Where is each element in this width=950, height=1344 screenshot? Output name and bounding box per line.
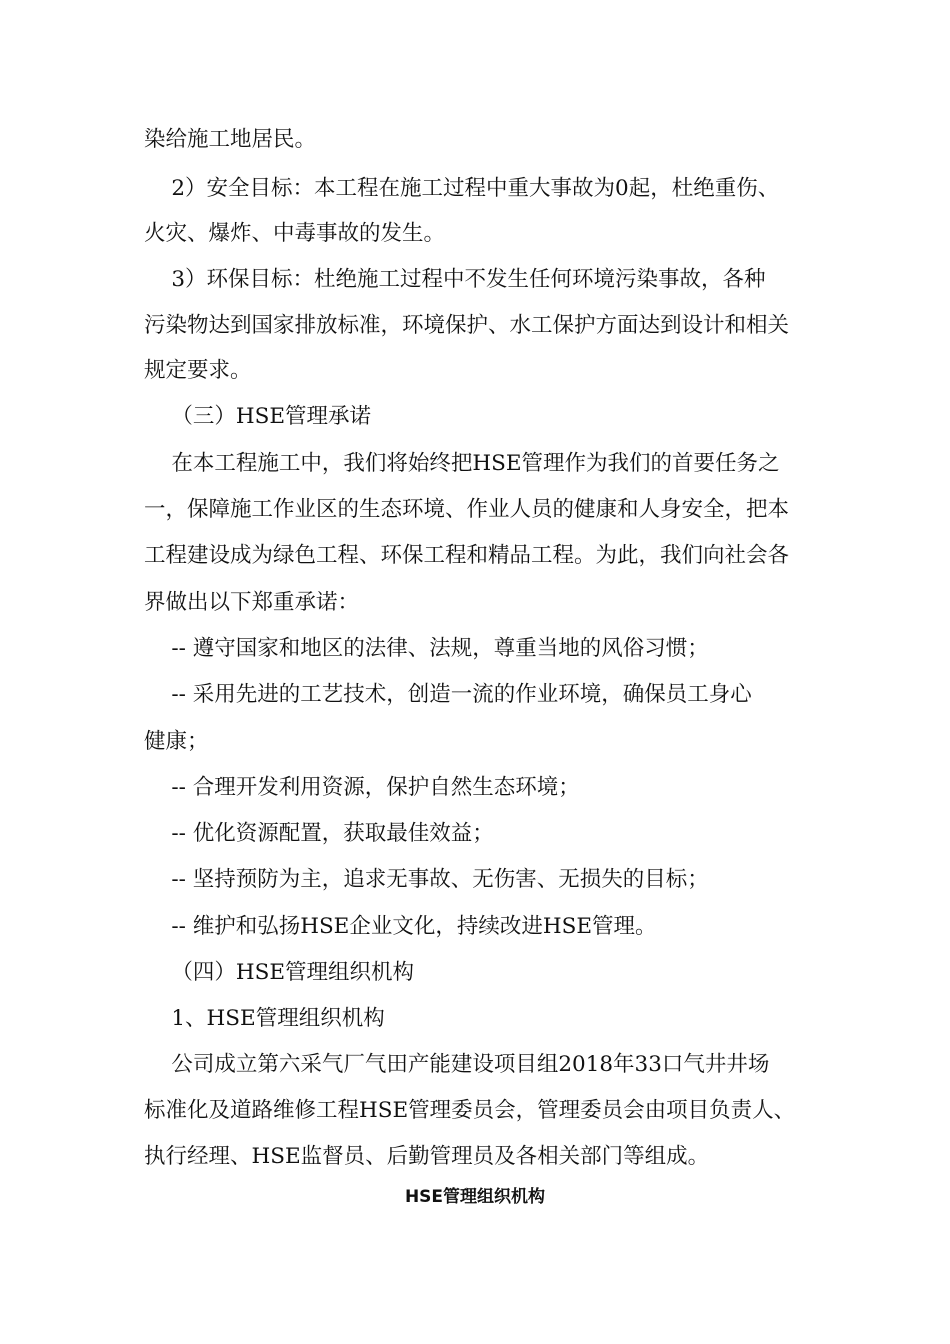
text-line: 3）环保目标：杜绝施工过程中不发生任何环境污染事故，各种	[144, 267, 766, 292]
text-line: 规定要求。	[144, 358, 252, 383]
figure-caption: HSE管理组织机构	[404, 1187, 546, 1207]
text-line: 工程建设成为绿色工程、环保工程和精品工程。为此，我们向社会各	[144, 543, 790, 568]
list-item: -- 维护和弘扬HSE企业文化，持续改进HSE管理。	[144, 914, 657, 939]
text-line: 界做出以下郑重承诺：	[144, 590, 360, 615]
text-line: 火灾、爆炸、中毒事故的发生。	[144, 221, 446, 246]
text-line: 染给施工地居民。	[144, 127, 317, 152]
text-line: 2）安全目标：本工程在施工过程中重大事故为0起，杜绝重伤、	[144, 176, 780, 201]
text-line: 健康；	[144, 729, 209, 754]
section-heading: （三）HSE管理承诺	[144, 404, 372, 429]
text-line: 一，保障施工作业区的生态环境、作业人员的健康和人身安全，把本	[144, 497, 790, 522]
text-line: 标准化及道路维修工程HSE管理委员会，管理委员会由项目负责人、	[144, 1098, 796, 1123]
list-item: -- 合理开发利用资源，保护自然生态环境；	[144, 775, 580, 800]
text-line: 公司成立第六采气厂气田产能建设项目组2018年33口气井井场	[144, 1052, 770, 1077]
subsection-heading: 1、HSE管理组织机构	[144, 1006, 385, 1031]
text-line: 污染物达到国家排放标准，环境保护、水工保护方面达到设计和相关	[144, 313, 790, 338]
text-line: 执行经理、HSE监督员、后勤管理员及各相关部门等组成。	[144, 1144, 710, 1169]
list-item: -- 遵守国家和地区的法律、法规，尊重当地的风俗习惯；	[144, 636, 709, 661]
section-heading: （四）HSE管理组织机构	[144, 960, 415, 985]
list-item: -- 坚持预防为主，追求无事故、无伤害、无损失的目标；	[144, 867, 709, 892]
text-line: 在本工程施工中，我们将始终把HSE管理作为我们的首要任务之	[144, 451, 780, 476]
list-item: -- 采用先进的工艺技术，创造一流的作业环境，确保员工身心	[144, 682, 752, 707]
list-item: -- 优化资源配置，获取最佳效益；	[144, 821, 494, 846]
